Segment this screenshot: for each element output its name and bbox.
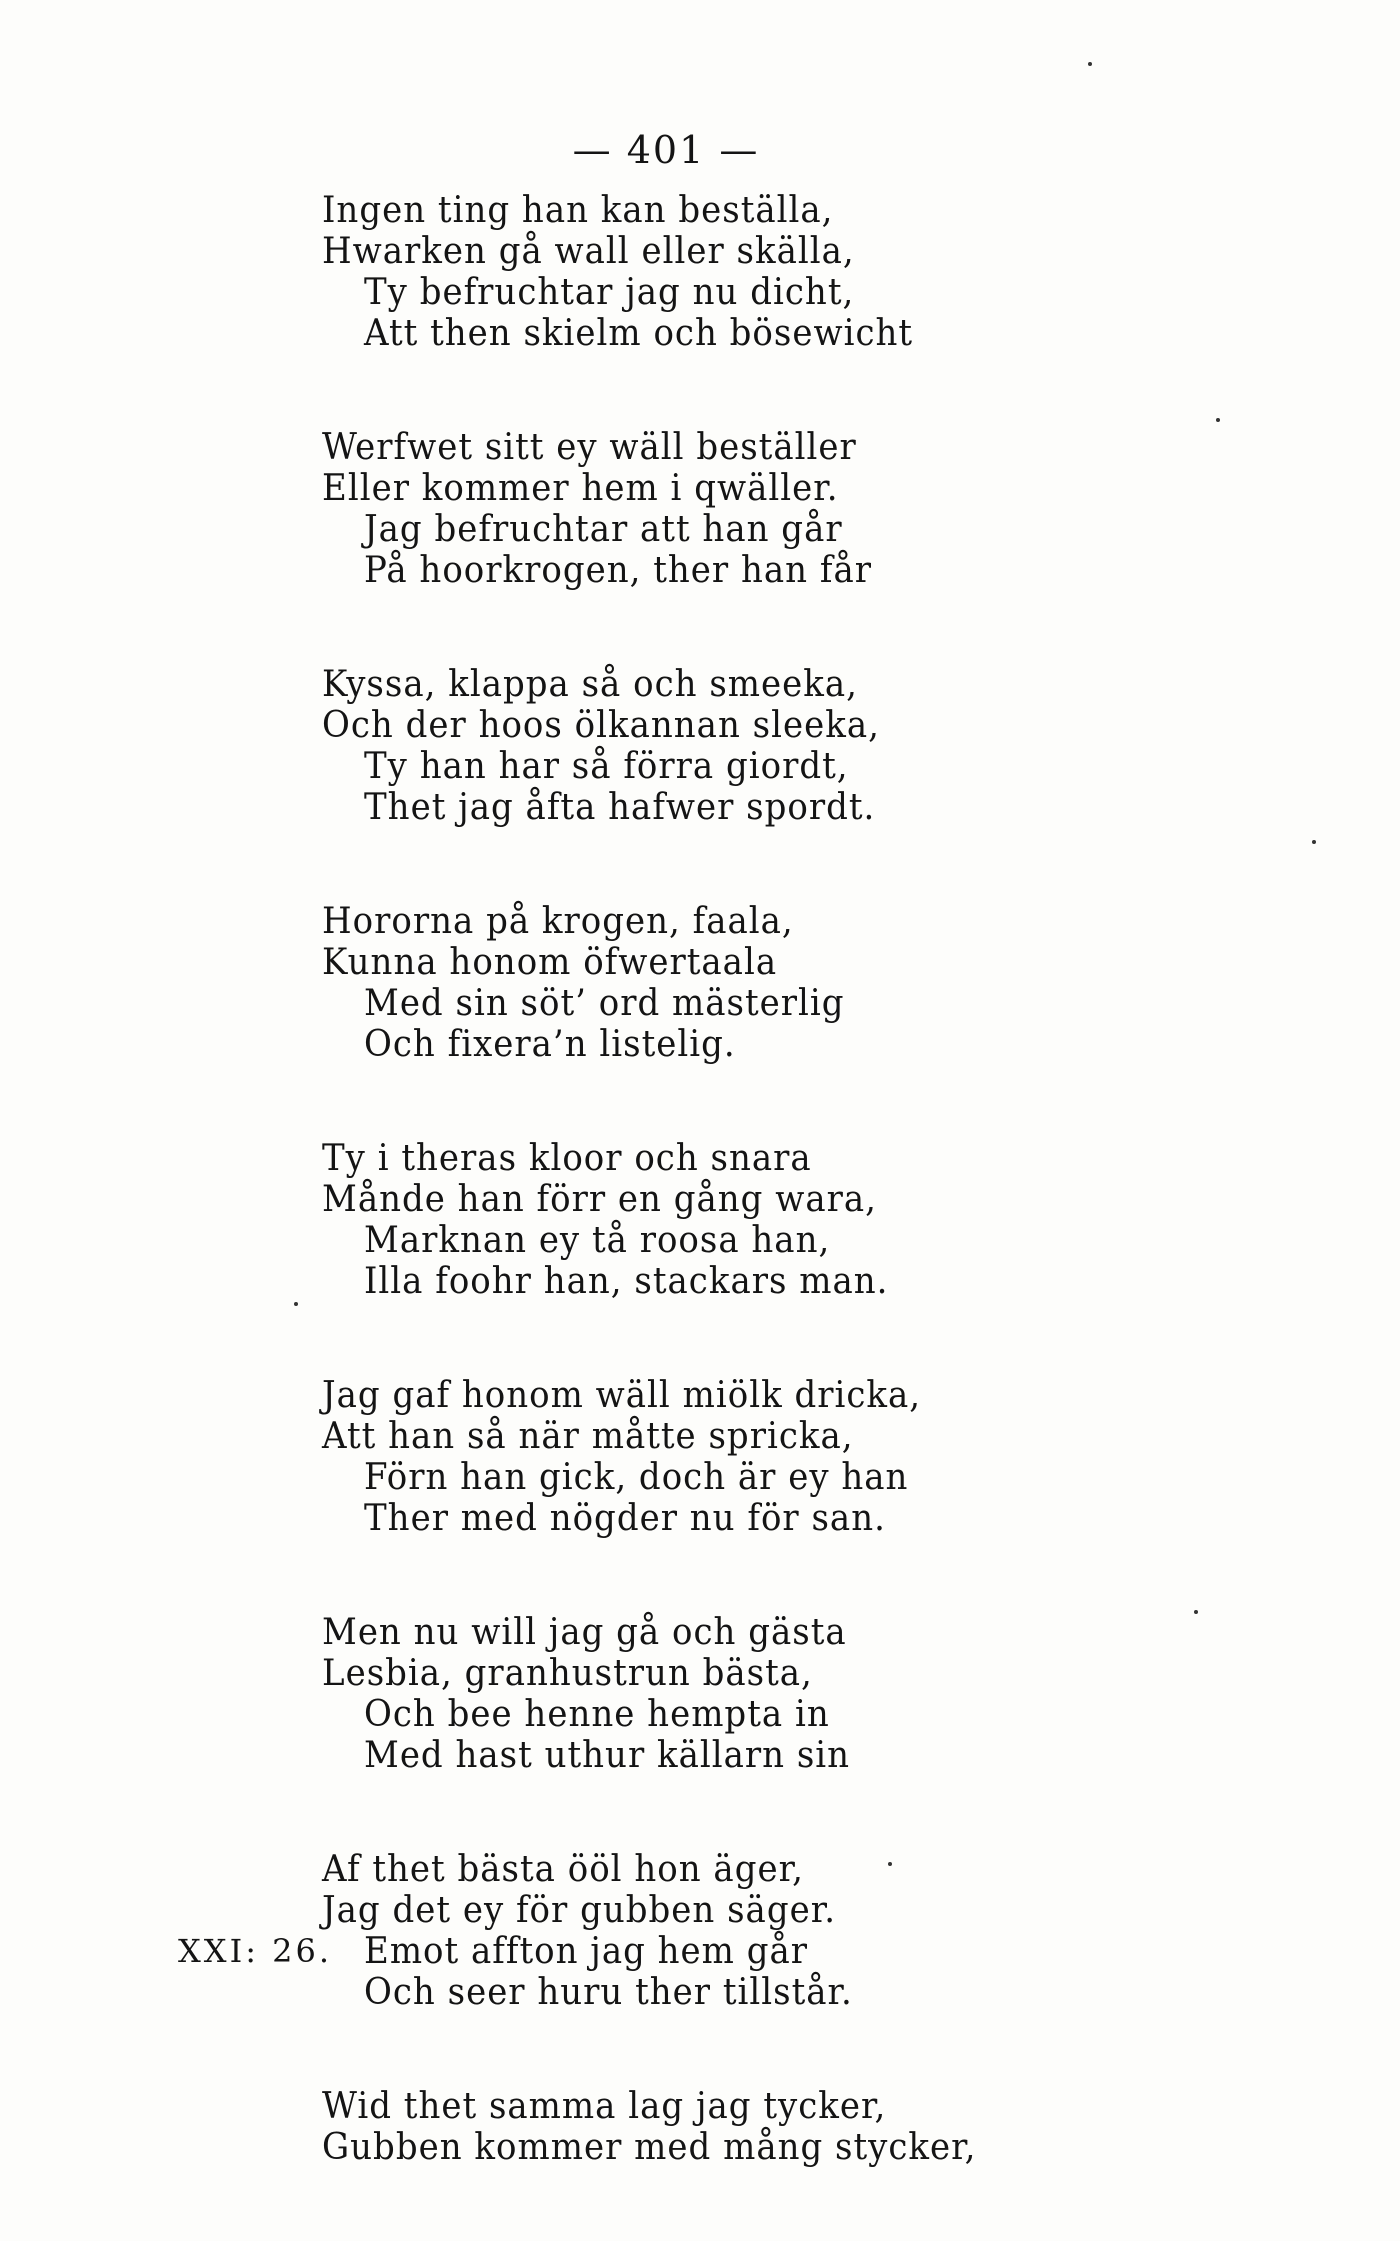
signature-mark: XXI: 26. bbox=[178, 1932, 333, 1970]
stanza bbox=[322, 427, 1302, 591]
verse-line: Ther med nögder nu för san. bbox=[364, 1496, 886, 1540]
dust-speck bbox=[1194, 1610, 1198, 1614]
verse-line: Att then skielm och bösewicht bbox=[364, 311, 914, 355]
page-number: — 401 — bbox=[572, 128, 760, 172]
verse-line: På hoorkrogen, ther han får bbox=[364, 548, 872, 592]
dust-speck bbox=[1216, 418, 1220, 422]
stanza bbox=[322, 1612, 1302, 1776]
verse-line: Werfwet sitt ey wäll beställer bbox=[322, 425, 857, 469]
stanza bbox=[322, 901, 1302, 1065]
verse-line: Att han så när måtte spricka, bbox=[322, 1414, 854, 1458]
verse-line: Hororna på krogen, faala, bbox=[322, 899, 794, 943]
verse-line: Ty han har så förra giordt, bbox=[364, 744, 849, 788]
verse-line: Jag gaf honom wäll miölk dricka, bbox=[322, 1373, 922, 1417]
verse-line: Emot affton jag hem går bbox=[364, 1929, 809, 1973]
verse-line: Gubben kommer med mång stycker, bbox=[322, 2125, 977, 2169]
poem bbox=[322, 190, 1302, 2241]
verse-line: Lesbia, granhustrun bästa, bbox=[322, 1651, 813, 1695]
verse-line: Kunna honom öfwertaala bbox=[322, 940, 778, 984]
verse-line: Kyssa, klappa så och smeeka, bbox=[322, 662, 858, 706]
stanza bbox=[322, 190, 1302, 354]
verse-line: Thet jag åfta hafwer spordt. bbox=[364, 785, 876, 829]
dust-speck bbox=[1088, 62, 1092, 66]
verse-line: Eller kommer hem i qwäller. bbox=[322, 466, 839, 510]
verse-line: Månde han förr en gång wara, bbox=[322, 1177, 877, 1221]
verse-line: Wid thet samma lag jag tycker, bbox=[322, 2084, 887, 2128]
verse-line: Jag befruchtar att han går bbox=[364, 507, 843, 551]
verse-line: Med sin söt’ ord mästerlig bbox=[364, 981, 845, 1025]
stanza bbox=[322, 1138, 1302, 1302]
stanza bbox=[322, 2086, 1302, 2168]
verse-line: Och der hoos ölkannan sleeka, bbox=[322, 703, 880, 747]
verse-line: Hwarken gå wall eller skälla, bbox=[322, 229, 855, 273]
verse-line: Ty i theras kloor och snara bbox=[322, 1136, 812, 1180]
verse-line: Ingen ting han kan beställa, bbox=[322, 188, 834, 232]
verse-line: Jag det ey för gubben säger. bbox=[322, 1888, 837, 1932]
verse-line: Förn han gick, doch är ey han bbox=[364, 1455, 909, 1499]
verse-line: Och bee henne hempta in bbox=[364, 1692, 830, 1736]
stanza bbox=[322, 664, 1302, 828]
dust-speck bbox=[888, 1862, 892, 1866]
verse-line: Marknan ey tå roosa han, bbox=[364, 1218, 831, 1262]
verse-line: Och fixera’n listelig. bbox=[364, 1022, 736, 1066]
verse-line: Men nu will jag gå och gästa bbox=[322, 1610, 847, 1654]
verse-line: Och seer huru ther tillstår. bbox=[364, 1970, 853, 2014]
dust-speck bbox=[294, 1302, 298, 1306]
verse-line: Ty befruchtar jag nu dicht, bbox=[364, 270, 855, 314]
verse-line: Illa foohr han, stackars man. bbox=[364, 1259, 889, 1303]
verse-line: Med hast uthur källarn sin bbox=[364, 1733, 851, 1777]
dust-speck bbox=[1312, 840, 1316, 844]
stanza bbox=[322, 1849, 1302, 2013]
verse-line: Af thet bästa ööl hon äger, bbox=[322, 1847, 804, 1891]
stanza bbox=[322, 1375, 1302, 1539]
